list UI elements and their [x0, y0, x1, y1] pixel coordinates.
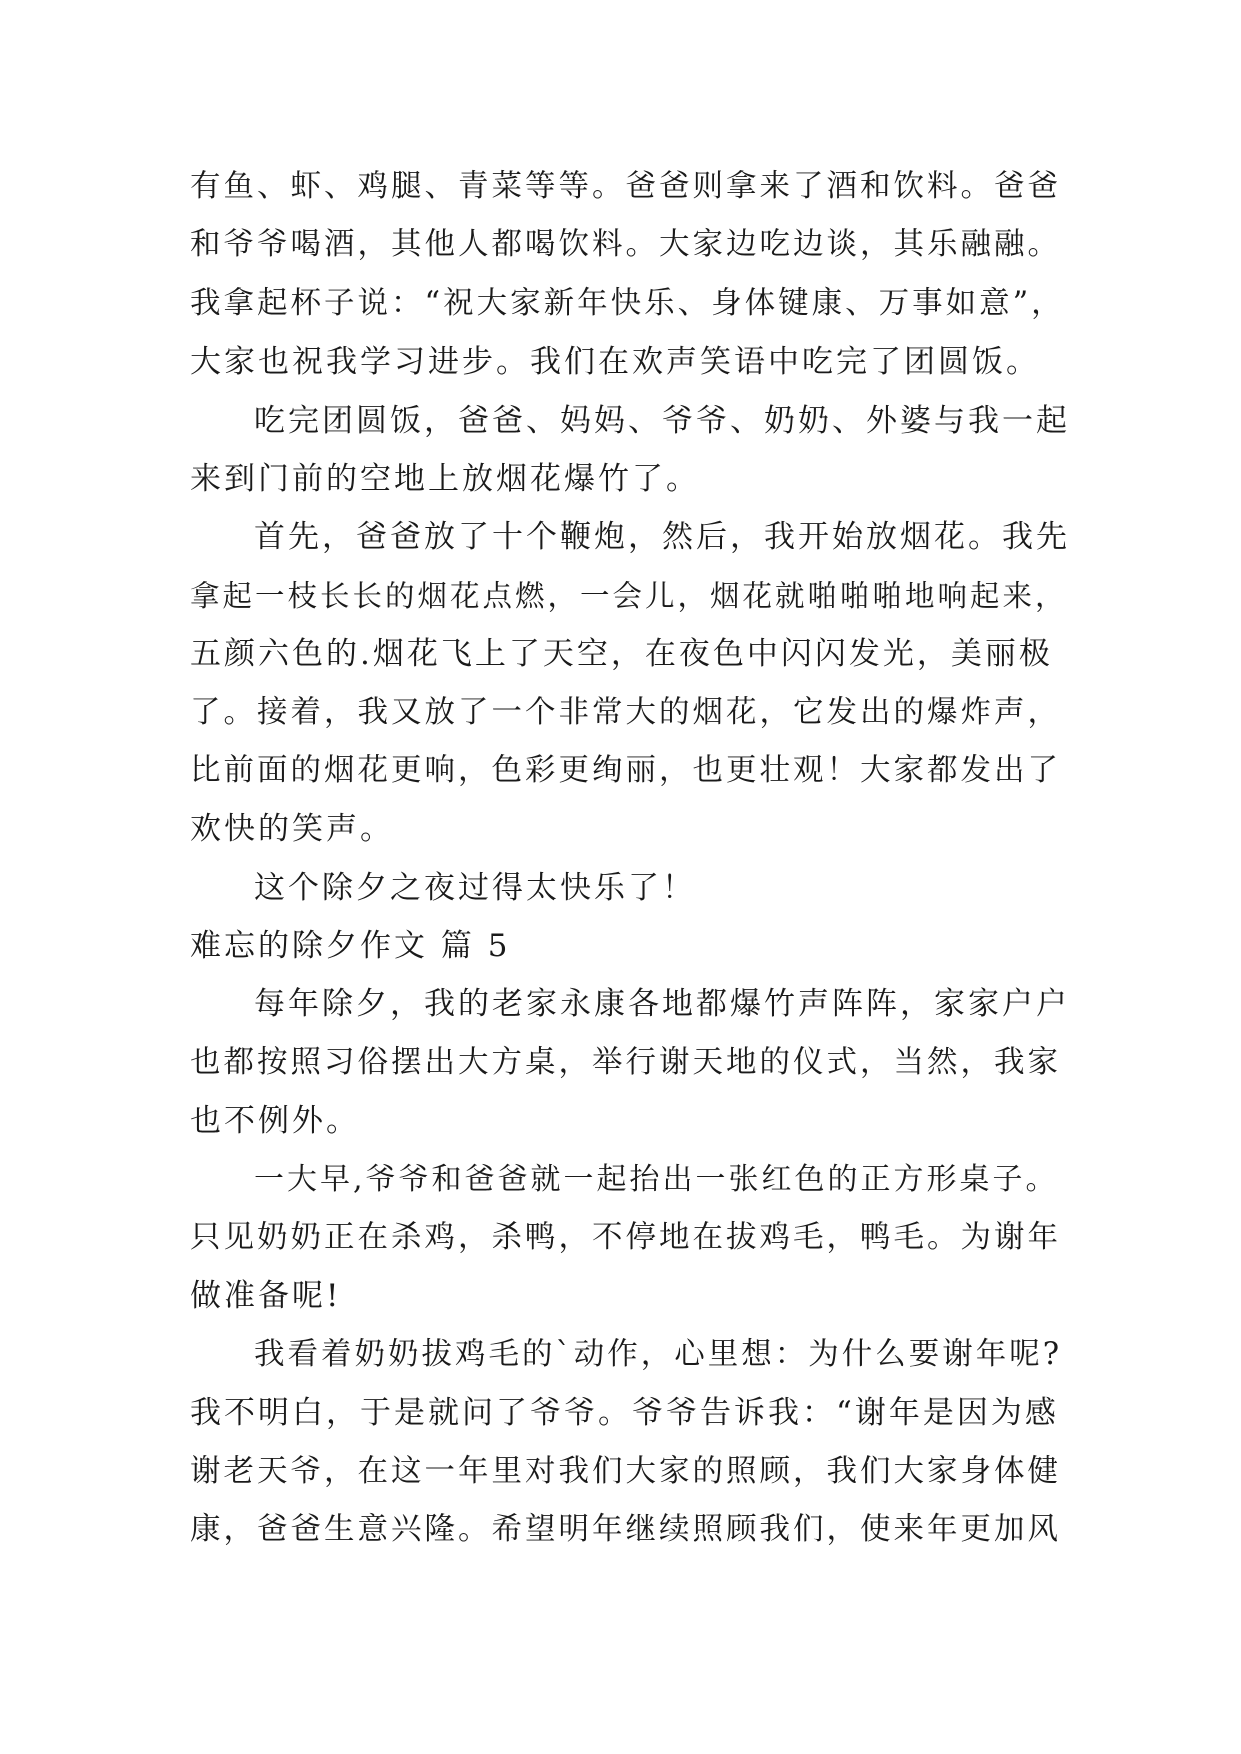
text-line: 康，爸爸生意兴隆。希望明年继续照顾我们，使来年更加风 [190, 1511, 1061, 1547]
text-line: 比前面的烟花更响，色彩更绚丽，也更壮观！大家都发出了 [190, 752, 1061, 788]
text-line: 拿起一枝长长的烟花点燃，一会儿，烟花就啪啪啪地响起来， [190, 578, 1068, 613]
text-line: 有鱼、虾、鸡腿、青菜等等。爸爸则拿来了酒和饮料。爸爸 [190, 169, 1061, 204]
document-body [190, 158, 1070, 1559]
text-line: 谢老天爷，在这一年里对我们大家的照顾，我们大家身体健 [190, 1453, 1061, 1489]
section-heading: 难忘的除夕作文 篇 5 [190, 928, 511, 965]
text-line: 我拿起杯子说：“祝大家新年快乐、身体键康、万事如意”， [190, 285, 1065, 321]
text-line: 只见奶奶正在杀鸡，杀鸭，不停地在拔鸡毛，鸭毛。为谢年 [190, 1220, 1061, 1256]
text-line: 我不明白，于是就问了爷爷。爷爷告诉我：“谢年是因为感 [190, 1395, 1059, 1432]
text-line: 吃完团圆饭，爸爸、妈妈、爷爷、奶奶、外婆与我一起 [254, 402, 1070, 439]
text-line: 每年除夕，我的老家永康各地都爆竹声阵阵，家家户户 [254, 986, 1070, 1023]
text-line: 一大早,爷爷和爸爸就一起抬出一张红色的正方形桌子。 [254, 1161, 1059, 1197]
text-line: 做准备呢! [190, 1278, 342, 1315]
text-line: 来到门前的空地上放烟花爆竹了。 [190, 460, 700, 497]
text-line: 我看着奶奶拔鸡毛的`动作，心里想：为什么要谢年呢? [254, 1336, 1063, 1372]
text-line: 五颜六色的.烟花飞上了天空，在夜色中闪闪发光，美丽极 [190, 636, 1053, 673]
text-line: 首先，爸爸放了十个鞭炮，然后，我开始放烟花。我先 [254, 519, 1070, 556]
text-line: 大家也祝我学习进步。我们在欢声笑语中吃完了团圆饭。 [190, 344, 1040, 381]
text-line: 了。接着，我又放了一个非常大的烟花，它发出的爆炸声， [190, 694, 1061, 730]
text-line: 也不例外。 [190, 1103, 360, 1140]
text-line: 也都按照习俗摆出大方桌，举行谢天地的仪式，当然，我家 [190, 1044, 1061, 1080]
text-line: 欢快的笑声。 [190, 811, 394, 848]
text-line: 这个除夕之夜过得太快乐了！ [254, 869, 696, 906]
text-line: 和爷爷喝酒，其他人都喝饮料。大家边吃边谈，其乐融融。 [190, 227, 1061, 263]
